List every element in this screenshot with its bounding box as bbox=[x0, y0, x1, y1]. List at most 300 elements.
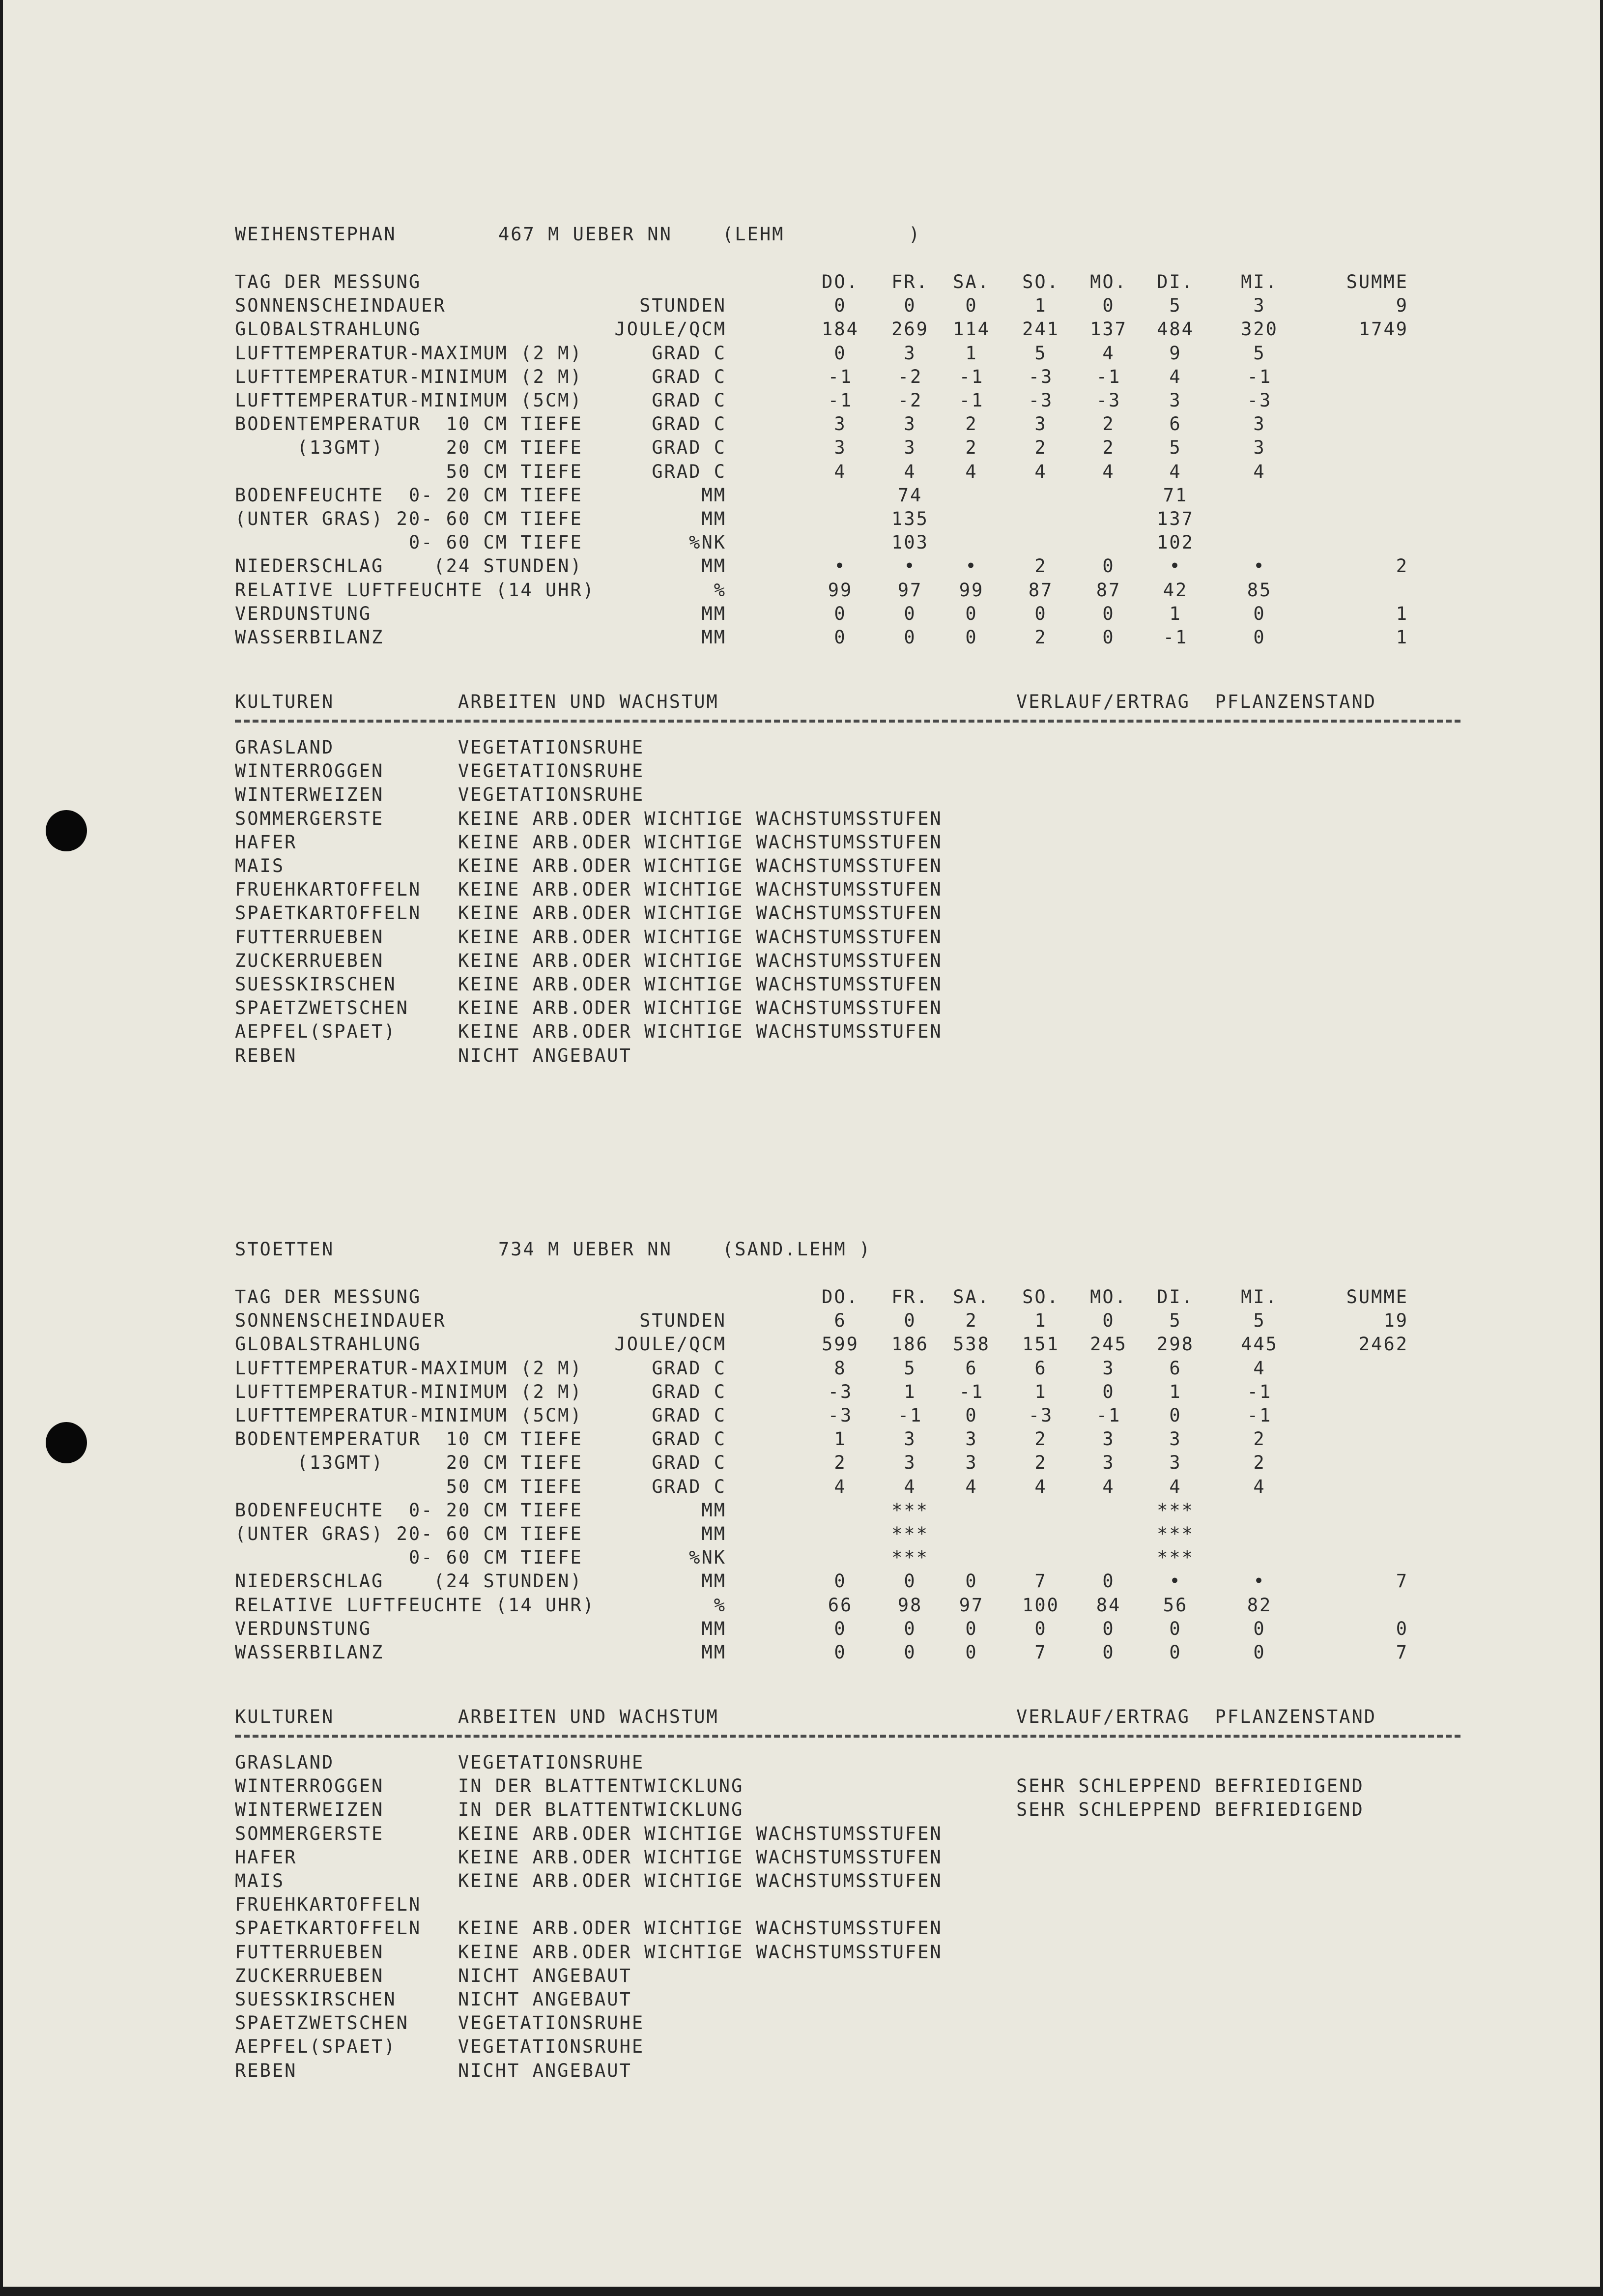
cell-value: 5 bbox=[1169, 1310, 1182, 1332]
cell-value: 5 bbox=[1169, 295, 1182, 317]
cell-value: 42 bbox=[1163, 579, 1188, 601]
row-label: 0- 60 CM TIEFE bbox=[235, 1547, 583, 1569]
cell-value: 6 bbox=[965, 1357, 978, 1379]
cell-value: 2 bbox=[1034, 1428, 1047, 1450]
row-unit: GRAD C bbox=[652, 413, 726, 435]
row-unit: GRAD C bbox=[652, 342, 726, 364]
crops-header-status: VERLAUF/ERTRAG PFLANZENSTAND bbox=[1016, 1706, 1377, 1727]
cell-value: 1 bbox=[1034, 1310, 1047, 1332]
cell-value: 135 bbox=[891, 508, 929, 529]
cell-value: • bbox=[965, 555, 978, 577]
day-header: DO. bbox=[822, 271, 859, 292]
crop-work: VEGETATIONSRUHE bbox=[458, 760, 645, 782]
row-sum: 9 bbox=[1396, 295, 1408, 317]
cell-value: 0 bbox=[1102, 295, 1115, 317]
row-label: 50 CM TIEFE bbox=[235, 1476, 583, 1497]
cell-value: 0 bbox=[834, 295, 847, 317]
cell-value: 0 bbox=[834, 603, 847, 624]
cell-value: -1 bbox=[828, 366, 853, 387]
row-sum: 19 bbox=[1383, 1310, 1408, 1332]
cell-value: 0 bbox=[1102, 1570, 1115, 1592]
cell-value: 71 bbox=[1163, 484, 1188, 506]
row-label: LUFTTEMPERATUR-MINIMUM (5CM) bbox=[235, 1405, 583, 1426]
cell-value: 298 bbox=[1157, 1334, 1194, 1355]
cell-value: 0 bbox=[965, 1618, 978, 1639]
sum-header: SUMME bbox=[1346, 1286, 1408, 1308]
cell-value: 0 bbox=[1253, 603, 1266, 624]
crop-work: KEINE ARB.ODER WICHTIGE WACHSTUMSSTUFEN bbox=[458, 974, 943, 995]
crop-name: WINTERWEIZEN bbox=[235, 784, 384, 806]
row-sum: 7 bbox=[1396, 1570, 1408, 1592]
cell-value: 0 bbox=[1034, 1618, 1047, 1639]
crop-name: HAFER bbox=[235, 831, 297, 853]
measurement-day-label: TAG DER MESSUNG bbox=[235, 1286, 422, 1308]
cell-value: 84 bbox=[1096, 1594, 1121, 1616]
cell-value: 98 bbox=[897, 1594, 923, 1616]
day-header: FR. bbox=[891, 271, 929, 292]
cell-value: 1 bbox=[1034, 1381, 1047, 1402]
cell-value: 0 bbox=[1102, 1642, 1115, 1663]
cell-value: 3 bbox=[834, 413, 847, 435]
cell-value: 87 bbox=[1028, 579, 1054, 601]
cell-value: 0 bbox=[1034, 603, 1047, 624]
cell-value: -1 bbox=[1163, 627, 1188, 648]
cell-value: 6 bbox=[1034, 1357, 1047, 1379]
row-label: VERDUNSTUNG bbox=[235, 603, 372, 624]
row-unit: MM bbox=[701, 1642, 726, 1663]
row-sum: 2462 bbox=[1358, 1334, 1408, 1355]
row-unit: MM bbox=[701, 1570, 726, 1592]
cell-value: 7 bbox=[1034, 1570, 1047, 1592]
row-label: LUFTTEMPERATUR-MINIMUM (2 M) bbox=[235, 366, 583, 387]
cell-value: -3 bbox=[1247, 390, 1272, 411]
cell-value: 97 bbox=[959, 1594, 984, 1616]
cell-value: 100 bbox=[1022, 1594, 1059, 1616]
cell-value: 3 bbox=[1102, 1357, 1115, 1379]
crop-status: SEHR SCHLEPPEND BEFRIEDIGEND bbox=[1016, 1775, 1364, 1797]
row-label: SONNENSCHEINDAUER bbox=[235, 295, 446, 317]
cell-value: 0 bbox=[1169, 1405, 1182, 1426]
cell-value: 2 bbox=[1253, 1452, 1266, 1474]
cell-value: 4 bbox=[1102, 461, 1115, 482]
cell-value: 2 bbox=[1253, 1428, 1266, 1450]
cell-value: 87 bbox=[1096, 579, 1121, 601]
day-header: FR. bbox=[891, 1286, 929, 1308]
cell-value: 0 bbox=[965, 1642, 978, 1663]
crop-name: FRUEHKARTOFFELN bbox=[235, 1894, 422, 1916]
cell-value: • bbox=[1169, 1570, 1182, 1592]
station-soil: (SAND.LEHM ) bbox=[722, 1239, 872, 1260]
cell-value: *** bbox=[1157, 1547, 1194, 1569]
row-unit: STUNDEN bbox=[639, 1310, 726, 1332]
crops-header-work: ARBEITEN UND WACHSTUM bbox=[458, 691, 719, 712]
cell-value: 85 bbox=[1247, 579, 1272, 601]
row-unit: MM bbox=[701, 555, 726, 577]
row-unit: MM bbox=[701, 1618, 726, 1639]
crop-work: KEINE ARB.ODER WICHTIGE WACHSTUMSSTUFEN bbox=[458, 926, 943, 948]
cell-value: -3 bbox=[1028, 366, 1054, 387]
cell-value: -3 bbox=[1028, 390, 1054, 411]
row-label: (UNTER GRAS) 20- 60 CM TIEFE bbox=[235, 1523, 583, 1544]
row-label: LUFTTEMPERATUR-MAXIMUM (2 M) bbox=[235, 342, 583, 364]
sum-header: SUMME bbox=[1346, 271, 1408, 292]
cell-value: 99 bbox=[828, 579, 853, 601]
cell-value: -1 bbox=[959, 1381, 984, 1402]
cell-value: 184 bbox=[822, 319, 859, 340]
cell-value: 6 bbox=[1169, 413, 1182, 435]
crop-name: FUTTERRUEBEN bbox=[235, 926, 384, 948]
row-label: LUFTTEMPERATUR-MINIMUM (5CM) bbox=[235, 390, 583, 411]
cell-value: 97 bbox=[897, 579, 923, 601]
crop-work: VEGETATIONSRUHE bbox=[458, 737, 645, 758]
cell-value: 0 bbox=[965, 627, 978, 648]
station-soil: (LEHM ) bbox=[722, 224, 921, 245]
day-header: MO. bbox=[1090, 271, 1127, 292]
crop-work: VEGETATIONSRUHE bbox=[458, 1752, 645, 1773]
cell-value: 3 bbox=[1102, 1452, 1115, 1474]
cell-value: • bbox=[1253, 555, 1266, 577]
crop-name: ZUCKERRUEBEN bbox=[235, 1965, 384, 1986]
row-label: GLOBALSTRAHLUNG bbox=[235, 1334, 422, 1355]
cell-value: -3 bbox=[1028, 1405, 1054, 1426]
crop-name: AEPFEL(SPAET) bbox=[235, 1021, 397, 1043]
cell-value: 3 bbox=[904, 1452, 916, 1474]
cell-value: -1 bbox=[1247, 1405, 1272, 1426]
row-label: RELATIVE LUFTFEUCHTE (14 UHR) bbox=[235, 1594, 596, 1616]
cell-value: 3 bbox=[1034, 413, 1047, 435]
cell-value: 4 bbox=[965, 461, 978, 482]
cell-value: 2 bbox=[1034, 437, 1047, 459]
cell-value: 6 bbox=[1169, 1357, 1182, 1379]
crop-name: MAIS bbox=[235, 1870, 285, 1891]
row-label: BODENTEMPERATUR 10 CM TIEFE bbox=[235, 1428, 583, 1450]
crops-header-status: VERLAUF/ERTRAG PFLANZENSTAND bbox=[1016, 691, 1377, 712]
cell-value: -2 bbox=[897, 390, 923, 411]
day-header: DO. bbox=[822, 1286, 859, 1308]
crop-name: SPAETZWETSCHEN bbox=[235, 997, 409, 1019]
cell-value: *** bbox=[1157, 1523, 1194, 1544]
row-unit: GRAD C bbox=[652, 1452, 726, 1474]
day-header: SO. bbox=[1022, 271, 1059, 292]
crop-name: ZUCKERRUEBEN bbox=[235, 950, 384, 971]
crop-name: SUESSKIRSCHEN bbox=[235, 1989, 397, 2010]
cell-value: 4 bbox=[1253, 1357, 1266, 1379]
cell-value: 0 bbox=[1169, 1642, 1182, 1663]
crop-work: VEGETATIONSRUHE bbox=[458, 2036, 645, 2058]
cell-value: 0 bbox=[834, 627, 847, 648]
crops-header-culture: KULTUREN bbox=[235, 691, 335, 712]
cell-value: 99 bbox=[959, 579, 984, 601]
row-label: 0- 60 CM TIEFE bbox=[235, 532, 583, 553]
row-unit: MM bbox=[701, 1523, 726, 1544]
cell-value: 0 bbox=[1102, 1310, 1115, 1332]
crop-work: NICHT ANGEBAUT bbox=[458, 1965, 632, 1986]
cell-value: 4 bbox=[1169, 366, 1182, 387]
cell-value: 445 bbox=[1241, 1334, 1278, 1355]
cell-value: 151 bbox=[1022, 1334, 1059, 1355]
cell-value: 5 bbox=[1034, 342, 1047, 364]
cell-value: 0 bbox=[904, 1310, 916, 1332]
row-label: GLOBALSTRAHLUNG bbox=[235, 319, 422, 340]
cell-value: 5 bbox=[904, 1357, 916, 1379]
day-header: SA. bbox=[953, 1286, 990, 1308]
dashed-separator bbox=[235, 720, 1460, 723]
crop-work: KEINE ARB.ODER WICHTIGE WACHSTUMSSTUFEN bbox=[458, 1870, 943, 1891]
cell-value: 4 bbox=[904, 1476, 916, 1497]
crop-work: KEINE ARB.ODER WICHTIGE WACHSTUMSSTUFEN bbox=[458, 902, 943, 924]
cell-value: -1 bbox=[1247, 366, 1272, 387]
row-unit: GRAD C bbox=[652, 1428, 726, 1450]
cell-value: 0 bbox=[904, 1642, 916, 1663]
crop-work: KEINE ARB.ODER WICHTIGE WACHSTUMSSTUFEN bbox=[458, 997, 943, 1019]
row-label: LUFTTEMPERATUR-MAXIMUM (2 M) bbox=[235, 1357, 583, 1379]
cell-value: 3 bbox=[1253, 437, 1266, 459]
crop-name: WINTERROGGEN bbox=[235, 760, 384, 782]
crop-work: IN DER BLATTENTWICKLUNG bbox=[458, 1775, 744, 1797]
cell-value: 4 bbox=[1034, 461, 1047, 482]
row-sum: 1 bbox=[1396, 627, 1408, 648]
crop-work: VEGETATIONSRUHE bbox=[458, 2012, 645, 2034]
station-altitude: 467 M UEBER NN bbox=[498, 224, 672, 245]
row-label: BODENTEMPERATUR 10 CM TIEFE bbox=[235, 413, 583, 435]
row-unit: % bbox=[714, 579, 726, 601]
cell-value: • bbox=[1253, 1570, 1266, 1592]
day-header: MI. bbox=[1241, 271, 1278, 292]
cell-value: 7 bbox=[1034, 1642, 1047, 1663]
cell-value: 0 bbox=[1253, 1642, 1266, 1663]
cell-value: 4 bbox=[1169, 461, 1182, 482]
day-header: DI. bbox=[1157, 1286, 1194, 1308]
row-unit: % bbox=[714, 1594, 726, 1616]
cell-value: 6 bbox=[834, 1310, 847, 1332]
crop-work: IN DER BLATTENTWICKLUNG bbox=[458, 1799, 744, 1821]
cell-value: 137 bbox=[1157, 508, 1194, 529]
row-unit: STUNDEN bbox=[639, 295, 726, 317]
row-unit: GRAD C bbox=[652, 437, 726, 459]
cell-value: 0 bbox=[904, 295, 916, 317]
cell-value: 103 bbox=[891, 532, 929, 553]
crop-name: REBEN bbox=[235, 2060, 297, 2081]
crop-work: NICHT ANGEBAUT bbox=[458, 1989, 632, 2010]
cell-value: 0 bbox=[1169, 1618, 1182, 1639]
row-unit: MM bbox=[701, 484, 726, 506]
cell-value: 2 bbox=[1034, 627, 1047, 648]
crop-name: MAIS bbox=[235, 855, 285, 876]
cell-value: 0 bbox=[834, 1570, 847, 1592]
cell-value: 0 bbox=[1102, 555, 1115, 577]
cell-value: 3 bbox=[904, 1428, 916, 1450]
cell-value: 114 bbox=[953, 319, 990, 340]
cell-value: 4 bbox=[1102, 342, 1115, 364]
cell-value: 3 bbox=[1169, 390, 1182, 411]
row-unit: GRAD C bbox=[652, 366, 726, 387]
row-unit: %NK bbox=[689, 532, 726, 553]
cell-value: 1 bbox=[1034, 295, 1047, 317]
cell-value: 0 bbox=[904, 1570, 916, 1592]
crop-work: KEINE ARB.ODER WICHTIGE WACHSTUMSSTUFEN bbox=[458, 1846, 943, 1868]
cell-value: 1 bbox=[904, 1381, 916, 1402]
cell-value: 82 bbox=[1247, 1594, 1272, 1616]
cell-value: • bbox=[834, 555, 847, 577]
cell-value: 3 bbox=[834, 437, 847, 459]
cell-value: -1 bbox=[959, 366, 984, 387]
cell-value: • bbox=[904, 555, 916, 577]
row-unit: GRAD C bbox=[652, 1357, 726, 1379]
row-unit: MM bbox=[701, 1499, 726, 1521]
cell-value: 1 bbox=[1169, 603, 1182, 624]
row-label: NIEDERSCHLAG (24 STUNDEN) bbox=[235, 555, 583, 577]
crop-name: SUESSKIRSCHEN bbox=[235, 974, 397, 995]
cell-value: 1 bbox=[834, 1428, 847, 1450]
cell-value: 2 bbox=[965, 437, 978, 459]
cell-value: 599 bbox=[822, 1334, 859, 1355]
row-sum: 0 bbox=[1396, 1618, 1408, 1639]
row-unit: JOULE/QCM bbox=[614, 1334, 726, 1355]
cell-value: 0 bbox=[834, 1618, 847, 1639]
crop-name: REBEN bbox=[235, 1045, 297, 1066]
crop-work: KEINE ARB.ODER WICHTIGE WACHSTUMSSTUFEN bbox=[458, 1918, 943, 1939]
row-label: RELATIVE LUFTFEUCHTE (14 UHR) bbox=[235, 579, 596, 601]
row-label: 50 CM TIEFE bbox=[235, 461, 583, 482]
cell-value: -1 bbox=[959, 390, 984, 411]
cell-value: 4 bbox=[904, 461, 916, 482]
crop-work: KEINE ARB.ODER WICHTIGE WACHSTUMSSTUFEN bbox=[458, 855, 943, 876]
cell-value: 4 bbox=[1253, 1476, 1266, 1497]
cell-value: 0 bbox=[1253, 1618, 1266, 1639]
crop-name: SOMMERGERSTE bbox=[235, 808, 384, 829]
cell-value: 56 bbox=[1163, 1594, 1188, 1616]
crop-name: SOMMERGERSTE bbox=[235, 1823, 384, 1844]
crop-work: KEINE ARB.ODER WICHTIGE WACHSTUMSSTUFEN bbox=[458, 1021, 943, 1043]
cell-value: 0 bbox=[1102, 1381, 1115, 1402]
cell-value: *** bbox=[891, 1547, 929, 1569]
cell-value: 4 bbox=[1253, 461, 1266, 482]
row-unit: MM bbox=[701, 603, 726, 624]
row-unit: GRAD C bbox=[652, 390, 726, 411]
cell-value: 4 bbox=[834, 461, 847, 482]
crop-work: NICHT ANGEBAUT bbox=[458, 1045, 632, 1066]
crop-name: GRASLAND bbox=[235, 737, 335, 758]
crop-status: SEHR SCHLEPPEND BEFRIEDIGEND bbox=[1016, 1799, 1364, 1821]
cell-value: 4 bbox=[1102, 1476, 1115, 1497]
cell-value: 3 bbox=[965, 1452, 978, 1474]
measurement-day-label: TAG DER MESSUNG bbox=[235, 271, 422, 292]
crop-work: KEINE ARB.ODER WICHTIGE WACHSTUMSSTUFEN bbox=[458, 1823, 943, 1844]
cell-value: -1 bbox=[897, 1405, 923, 1426]
cell-value: 1 bbox=[965, 342, 978, 364]
cell-value: 5 bbox=[1253, 1310, 1266, 1332]
cell-value: 3 bbox=[965, 1428, 978, 1450]
cell-value: 2 bbox=[965, 413, 978, 435]
cell-value: 3 bbox=[1253, 295, 1266, 317]
cell-value: 3 bbox=[904, 437, 916, 459]
cell-value: 2 bbox=[1102, 437, 1115, 459]
crop-name: HAFER bbox=[235, 1846, 297, 1868]
row-label: BODENFEUCHTE 0- 20 CM TIEFE bbox=[235, 1499, 583, 1521]
cell-value: 3 bbox=[1169, 1452, 1182, 1474]
row-sum: 2 bbox=[1396, 555, 1408, 577]
cell-value: 2 bbox=[1034, 1452, 1047, 1474]
cell-value: 4 bbox=[965, 1476, 978, 1497]
cell-value: 538 bbox=[953, 1334, 990, 1355]
crops-header-work: ARBEITEN UND WACHSTUM bbox=[458, 1706, 719, 1727]
cell-value: 3 bbox=[1253, 413, 1266, 435]
crop-work: KEINE ARB.ODER WICHTIGE WACHSTUMSSTUFEN bbox=[458, 950, 943, 971]
station-name: WEIHENSTEPHAN bbox=[235, 224, 397, 245]
cell-value: 0 bbox=[1253, 627, 1266, 648]
row-unit: GRAD C bbox=[652, 461, 726, 482]
cell-value: 0 bbox=[965, 295, 978, 317]
row-label: LUFTTEMPERATUR-MINIMUM (2 M) bbox=[235, 1381, 583, 1402]
day-header: SO. bbox=[1022, 1286, 1059, 1308]
row-label: SONNENSCHEINDAUER bbox=[235, 1310, 446, 1332]
crop-name: SPAETZWETSCHEN bbox=[235, 2012, 409, 2034]
row-unit: JOULE/QCM bbox=[614, 319, 726, 340]
row-label: (UNTER GRAS) 20- 60 CM TIEFE bbox=[235, 508, 583, 529]
cell-value: 0 bbox=[965, 603, 978, 624]
cell-value: 2 bbox=[1102, 413, 1115, 435]
day-header: MI. bbox=[1241, 1286, 1278, 1308]
cell-value: 0 bbox=[904, 603, 916, 624]
cell-value: 5 bbox=[1253, 342, 1266, 364]
cell-value: 3 bbox=[1102, 1428, 1115, 1450]
cell-value: 269 bbox=[891, 319, 929, 340]
row-unit: GRAD C bbox=[652, 1476, 726, 1497]
row-label: NIEDERSCHLAG (24 STUNDEN) bbox=[235, 1570, 583, 1592]
cell-value: 137 bbox=[1090, 319, 1127, 340]
cell-value: -1 bbox=[1247, 1381, 1272, 1402]
crop-name: FUTTERRUEBEN bbox=[235, 1941, 384, 1963]
row-sum: 1749 bbox=[1358, 319, 1408, 340]
cell-value: 1 bbox=[1169, 1381, 1182, 1402]
cell-value: 0 bbox=[1102, 627, 1115, 648]
cell-value: 0 bbox=[965, 1570, 978, 1592]
cell-value: 0 bbox=[834, 1642, 847, 1663]
cell-value: 74 bbox=[897, 484, 923, 506]
cell-value: 9 bbox=[1169, 342, 1182, 364]
crop-work: KEINE ARB.ODER WICHTIGE WACHSTUMSSTUFEN bbox=[458, 1941, 943, 1963]
crop-name: WINTERWEIZEN bbox=[235, 1799, 384, 1821]
row-label: WASSERBILANZ bbox=[235, 627, 384, 648]
cell-value: 0 bbox=[904, 1618, 916, 1639]
cell-value: 320 bbox=[1241, 319, 1278, 340]
row-unit: GRAD C bbox=[652, 1405, 726, 1426]
row-label: (13GMT) 20 CM TIEFE bbox=[235, 1452, 583, 1474]
row-unit: %NK bbox=[689, 1547, 726, 1569]
cell-value: 0 bbox=[1102, 1618, 1115, 1639]
cell-value: 4 bbox=[1169, 1476, 1182, 1497]
cell-value: -3 bbox=[828, 1405, 853, 1426]
row-label: BODENFEUCHTE 0- 20 CM TIEFE bbox=[235, 484, 583, 506]
cell-value: 8 bbox=[834, 1357, 847, 1379]
day-header: DI. bbox=[1157, 271, 1194, 292]
cell-value: -1 bbox=[1096, 366, 1121, 387]
cell-value: 4 bbox=[1034, 1476, 1047, 1497]
crops-header-culture: KULTUREN bbox=[235, 1706, 335, 1727]
cell-value: -1 bbox=[828, 390, 853, 411]
cell-value: 0 bbox=[1102, 603, 1115, 624]
crop-work: VEGETATIONSRUHE bbox=[458, 784, 645, 806]
row-label: (13GMT) 20 CM TIEFE bbox=[235, 437, 583, 459]
crop-name: WINTERROGGEN bbox=[235, 1775, 384, 1797]
day-header: SA. bbox=[953, 271, 990, 292]
cell-value: -2 bbox=[897, 366, 923, 387]
cell-value: 3 bbox=[1169, 1428, 1182, 1450]
crop-work: KEINE ARB.ODER WICHTIGE WACHSTUMSSTUFEN bbox=[458, 808, 943, 829]
cell-value: 0 bbox=[904, 627, 916, 648]
crop-work: KEINE ARB.ODER WICHTIGE WACHSTUMSSTUFEN bbox=[458, 879, 943, 901]
crop-name: SPAETKARTOFFELN bbox=[235, 1918, 422, 1939]
